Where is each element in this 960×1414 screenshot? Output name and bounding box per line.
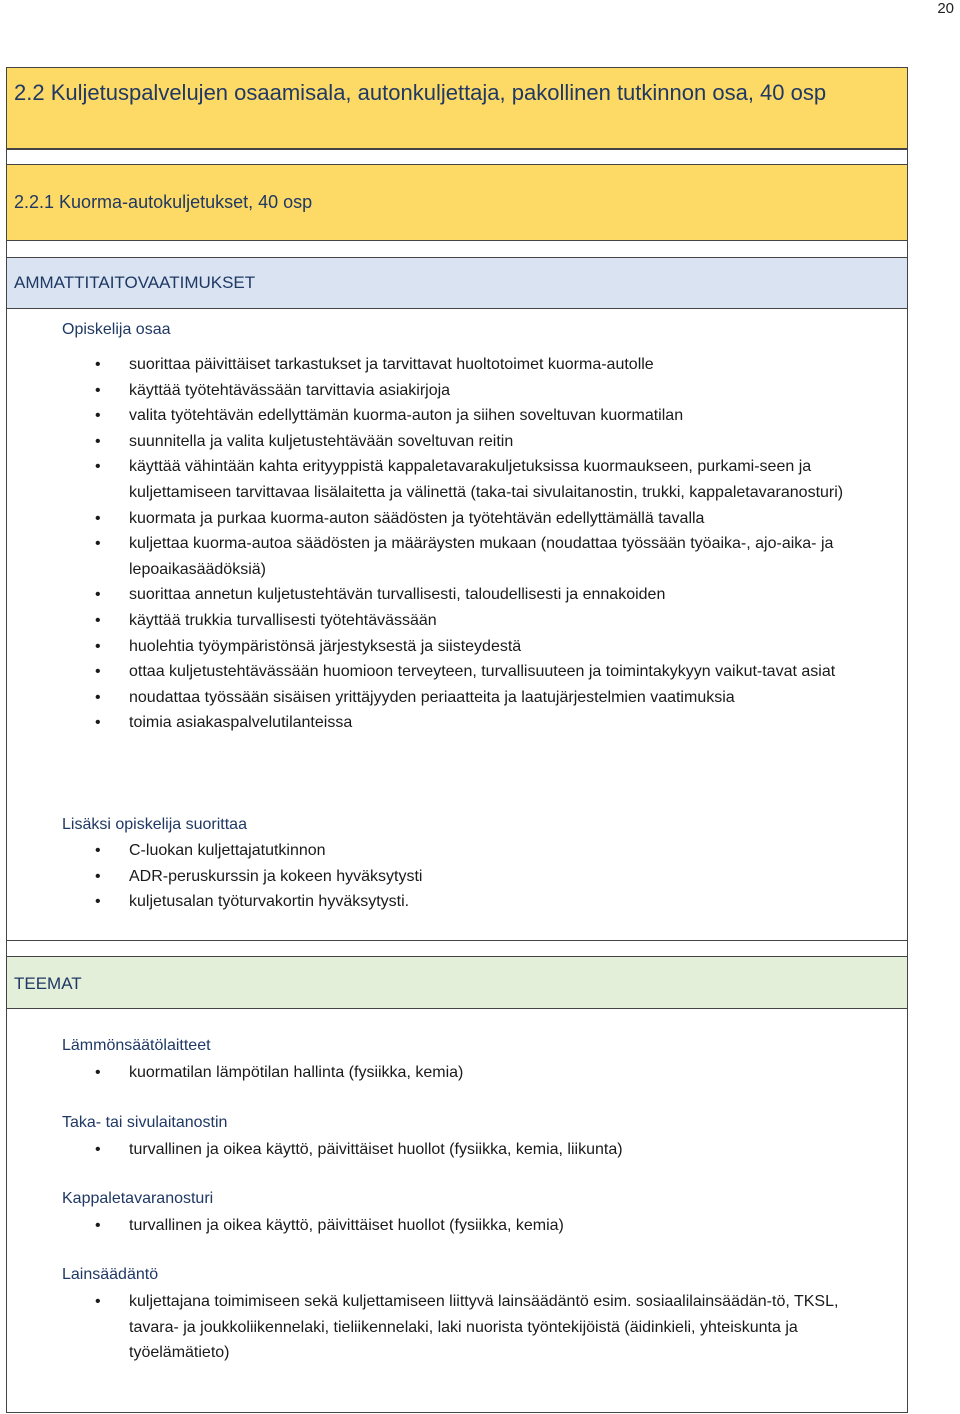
extra-requirements-list <box>62 838 892 915</box>
list-item <box>62 659 892 685</box>
list-item <box>62 506 892 532</box>
requirements-intro: Opiskelija osaa <box>62 321 171 338</box>
bullet-icon: • <box>95 714 101 732</box>
divider <box>6 1412 908 1413</box>
theme-group-list <box>62 1213 892 1239</box>
list-item-text: noudattaa työssään sisäisen yrittäjyyden periaatteita ja laatujärjestelmien vaatimuksia <box>129 688 735 706</box>
list-item <box>62 582 892 608</box>
list-item-text: suorittaa annetun kuljetustehtävän turvallisesti, taloudellisesti ja ennakoiden <box>129 586 666 604</box>
list-item-text: kuljettaa kuorma-autoa säädösten ja määräysten mukaan (noudattaa työssään työaika-, ajo-aika- ja lepoaikasäädöksiä) <box>129 535 834 578</box>
sub-heading-text: 2.2.1 Kuorma-autokuljetukset, 40 osp <box>14 192 313 212</box>
list-item-text: ottaa kuljetustehtävässään huomioon terveyteen, turvallisuuteen ja toimintakykyyn vaikut-tavat asiat <box>129 663 836 681</box>
bullet-icon: • <box>95 1217 101 1234</box>
theme-group-list <box>62 1137 892 1163</box>
divider <box>6 149 908 150</box>
main-heading-text: 2.2 Kuljetuspalvelujen osaamisala, autonkuljettaja, pakollinen tutkinnon osa, 40 osp <box>14 80 827 105</box>
list-item <box>62 1289 892 1366</box>
theme-group-list <box>62 1060 892 1086</box>
list-item <box>62 685 892 711</box>
list-item-text: käyttää vähintään kahta erityyppistä kappaletavarakuljetuksissa kuormaukseen, purkami-seen ja kuljettamiseen tarvittavaa lisälaitetta ja välinettä (taka-tai sivulaitanostin, trukki, kappaletavaranosturi) <box>129 458 844 501</box>
page-number: 20 <box>937 0 954 17</box>
theme-group-title: Lainsäädäntö <box>62 1266 159 1283</box>
divider <box>6 940 908 941</box>
requirements-heading <box>6 257 908 309</box>
list-item <box>62 608 892 634</box>
list-item <box>62 429 892 455</box>
bullet-icon: • <box>95 1141 101 1158</box>
bullet-icon: • <box>95 688 101 706</box>
themes-heading <box>6 956 908 1009</box>
list-item-text: turvallinen ja oikea käyttö, päivittäiset huollot (fysiikka, kemia) <box>129 1217 564 1234</box>
bullet-icon: • <box>95 842 101 859</box>
bullet-icon: • <box>95 535 101 553</box>
list-item <box>62 889 892 915</box>
bullet-icon: • <box>95 381 101 399</box>
list-item-text: käyttää työtehtävässään tarvittavia asiakirjoja <box>129 381 451 399</box>
list-item-text: huolehtia työympäristönsä järjestyksestä ja siisteydestä <box>129 637 522 655</box>
list-item-text: ADR-peruskurssin ja kokeen hyväksytysti <box>129 867 423 885</box>
list-item <box>62 1060 892 1086</box>
bullet-icon: • <box>95 637 101 655</box>
list-item <box>62 378 892 404</box>
requirements-list <box>62 352 892 736</box>
list-item-text: suunnitella ja valita kuljetustehtävään soveltuvan reitin <box>129 432 514 450</box>
list-item <box>62 710 892 736</box>
theme-group-list <box>62 1289 892 1366</box>
list-item-text: C-luokan kuljettajatutkinnon <box>129 842 326 859</box>
theme-group-title: Lämmönsäätölaitteet <box>62 1037 211 1054</box>
extra-intro: Lisäksi opiskelija suorittaa <box>62 816 247 833</box>
list-item <box>62 864 892 890</box>
list-item-text: suorittaa päivittäiset tarkastukset ja tarvittavat huoltotoimet kuorma-autolle <box>129 356 654 373</box>
bullet-icon: • <box>95 1293 101 1310</box>
list-item-text: kuormatilan lämpötilan hallinta (fysiikka, kemia) <box>129 1064 464 1081</box>
main-heading <box>6 67 908 149</box>
list-item-text: kuljetusalan työturvakortin hyväksytysti. <box>129 893 410 911</box>
bullet-icon: • <box>95 432 101 450</box>
list-item-text: käyttää trukkia turvallisesti työtehtävässään <box>129 611 437 629</box>
bullet-icon: • <box>95 458 101 476</box>
bullet-icon: • <box>95 1064 101 1081</box>
theme-group-title: Kappaletavaranosturi <box>62 1190 214 1207</box>
list-item-text: kuljettajana toimimiseen sekä kuljettamiseen liittyvä lainsäädäntö esim. sosiaalilainsäädän-tö, TKSL, tavara- ja joukkoliikennelaki, tieliikennelaki, laki nuorista työntekijöistä (äidinkieli, yhteiskunta ja työelämätieto) <box>129 1293 839 1362</box>
list-item <box>62 531 892 582</box>
bullet-icon: • <box>95 611 101 629</box>
theme-group-title: Taka- tai sivulaitanostin <box>62 1114 228 1131</box>
list-item-text: toimia asiakaspalvelutilanteissa <box>129 714 353 732</box>
list-item-text: turvallinen ja oikea käyttö, päivittäiset huollot (fysiikka, kemia, liikunta) <box>129 1141 623 1158</box>
list-item <box>62 352 892 378</box>
list-item <box>62 403 892 429</box>
list-item-text: kuormata ja purkaa kuorma-auton säädösten ja työtehtävän edellyttämällä tavalla <box>129 509 705 527</box>
bullet-icon: • <box>95 586 101 604</box>
bullet-icon: • <box>95 509 101 527</box>
list-item <box>62 1213 892 1239</box>
list-item <box>62 838 892 864</box>
bullet-icon: • <box>95 356 101 373</box>
list-item <box>62 1137 892 1163</box>
bullet-icon: • <box>95 407 101 425</box>
bullet-icon: • <box>95 867 101 885</box>
list-item <box>62 634 892 660</box>
list-item <box>62 454 892 505</box>
list-item-text: valita työtehtävän edellyttämän kuorma-auton ja siihen soveltuvan kuormatilan <box>129 407 684 425</box>
bullet-icon: • <box>95 663 101 681</box>
requirements-title: AMMATTITAITOVAATIMUKSET <box>14 273 256 292</box>
bullet-icon: • <box>95 893 101 911</box>
themes-title: TEEMAT <box>14 974 82 993</box>
sub-heading <box>6 164 908 241</box>
